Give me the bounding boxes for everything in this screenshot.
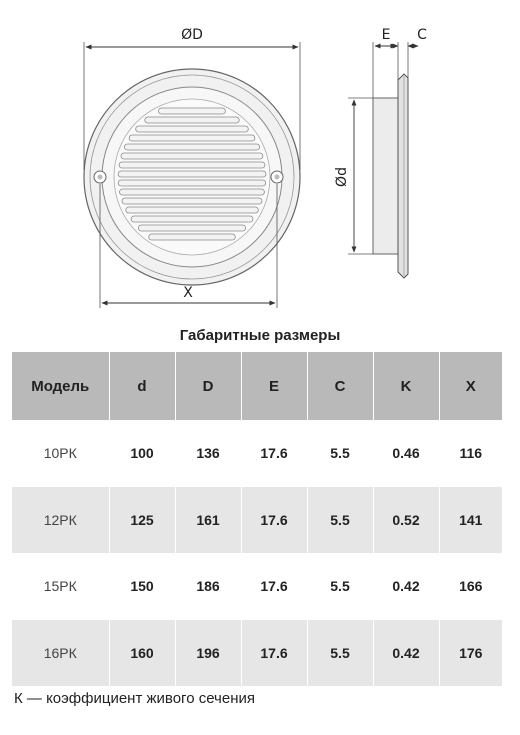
table-row	[12, 620, 502, 687]
louver-slat	[121, 153, 263, 159]
header-X: X	[439, 352, 502, 420]
cell-E: 17.6	[241, 620, 307, 687]
header-model: Модель	[12, 352, 109, 420]
cell-E: 17.6	[241, 553, 307, 620]
louver-slats	[118, 108, 266, 240]
cell-C: 5.5	[307, 620, 373, 687]
cell-K: 0.42	[373, 553, 439, 620]
louver-slat	[122, 198, 262, 204]
table-header-row	[12, 352, 502, 420]
cell-model: 15РК	[12, 553, 109, 620]
cell-K: 0.52	[373, 487, 439, 554]
cell-X: 141	[439, 487, 502, 554]
louver-slat	[131, 216, 253, 222]
grille-drawing-svg	[0, 0, 520, 320]
label-inner-diameter: Ød	[334, 167, 350, 187]
cell-E: 17.6	[241, 487, 307, 554]
louver-slat	[129, 135, 255, 141]
cell-D: 196	[175, 620, 241, 687]
louver-slat	[126, 207, 258, 213]
cell-D: 186	[175, 553, 241, 620]
cell-K: 0.42	[373, 620, 439, 687]
cell-C: 5.5	[307, 487, 373, 554]
louver-slat	[120, 189, 265, 195]
duct-sleeve	[373, 98, 398, 254]
louver-slat	[136, 126, 249, 132]
mount-hole-left-inner	[98, 175, 103, 180]
label-width-x: X	[183, 285, 193, 301]
cell-X: 116	[439, 420, 502, 487]
header-D: D	[175, 352, 241, 420]
dimension-flange-c	[388, 27, 427, 78]
cell-X: 166	[439, 553, 502, 620]
dimension-inner-diameter	[334, 98, 373, 254]
louver-slat	[118, 171, 266, 177]
cell-K: 0.46	[373, 420, 439, 487]
louver-slat	[145, 117, 239, 123]
cell-D: 136	[175, 420, 241, 487]
louver-slat	[138, 225, 245, 231]
dimensions-table	[12, 352, 502, 686]
louver-slat	[159, 108, 226, 114]
louver-slat	[149, 234, 236, 240]
cell-d: 100	[109, 420, 175, 487]
face-plate-profile	[398, 74, 408, 278]
header-C: C	[307, 352, 373, 420]
side-view	[373, 74, 408, 278]
cell-C: 5.5	[307, 553, 373, 620]
cell-model: 10РК	[12, 420, 109, 487]
label-flange-c: C	[417, 27, 427, 43]
cell-D: 161	[175, 487, 241, 554]
cell-d: 150	[109, 553, 175, 620]
louver-slat	[119, 162, 265, 168]
louver-slat	[124, 144, 259, 150]
table-title: Габаритные размеры	[179, 327, 341, 344]
footnote-k-coefficient: К — коэффициент живого сечения	[14, 690, 255, 707]
header-K: K	[373, 352, 439, 420]
dimension-depth-e	[373, 27, 398, 98]
cell-d: 160	[109, 620, 175, 687]
louver-slat	[118, 180, 266, 186]
table-row	[12, 487, 502, 554]
front-view	[84, 69, 300, 285]
cell-model: 16РК	[12, 620, 109, 687]
cell-C: 5.5	[307, 420, 373, 487]
cell-E: 17.6	[241, 420, 307, 487]
table-row	[12, 420, 502, 487]
technical-drawing	[0, 0, 520, 320]
table-row	[12, 553, 502, 620]
label-outer-diameter: ØD	[181, 27, 203, 43]
label-depth-e: E	[381, 27, 391, 43]
header-d: d	[109, 352, 175, 420]
cell-X: 176	[439, 620, 502, 687]
header-E: E	[241, 352, 307, 420]
mount-hole-right-inner	[275, 175, 280, 180]
cell-d: 125	[109, 487, 175, 554]
cell-model: 12РК	[12, 487, 109, 554]
